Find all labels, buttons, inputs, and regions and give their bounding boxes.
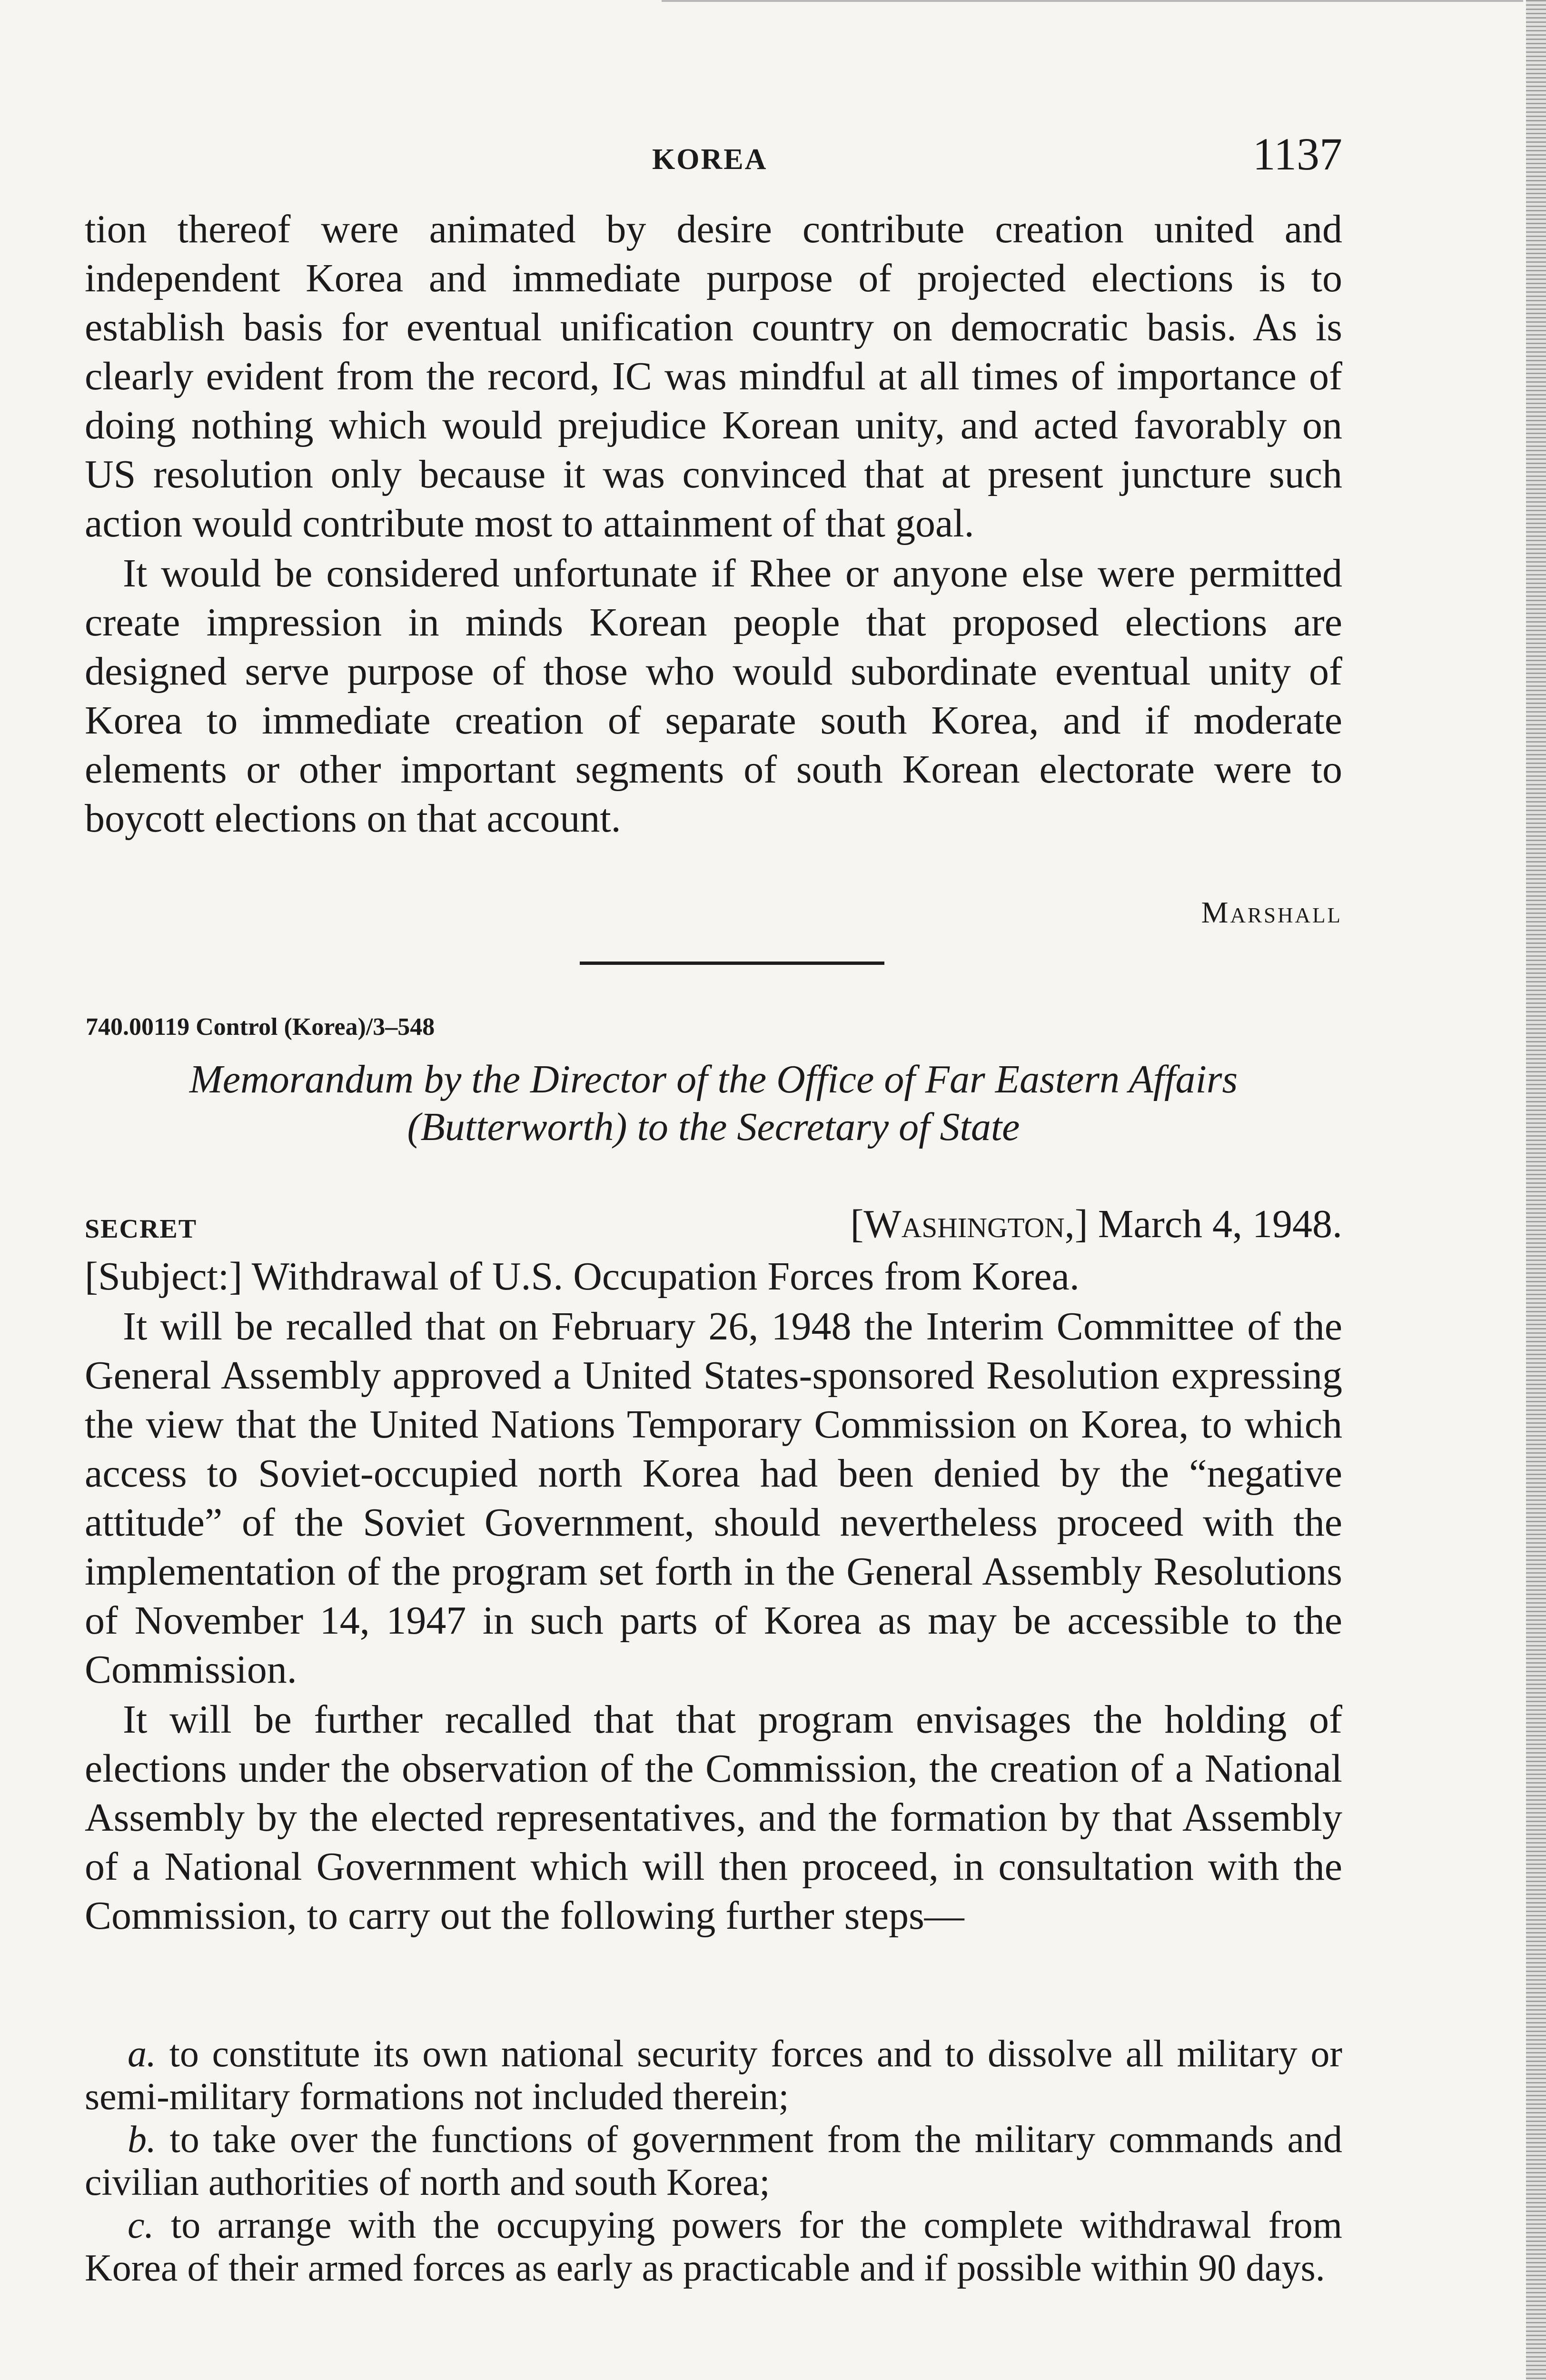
memo-paragraph-2: It will be further recalled that that program envisages the holding of elections under the observation of the Commission, the creation of a National Assembly by the elected representatives, and the formation by that Assembly of a National Government which will then proceed, in consultation with the Commission, to carry out the following further steps— xyxy=(85,1697,1342,1938)
dateline-date: March 4, 1948. xyxy=(1098,1202,1342,1246)
scan-top-edge xyxy=(662,0,1523,2)
dateline xyxy=(85,1200,1342,1247)
signature: Marshall xyxy=(1201,895,1342,929)
running-head: KOREA xyxy=(652,143,768,176)
step-item xyxy=(85,2204,1342,2290)
page-header xyxy=(0,128,1342,180)
telegram-body xyxy=(85,205,1342,843)
step-item xyxy=(85,2118,1342,2204)
telegram-paragraph-1: tion thereof were animated by desire contribute creation united and independent Korea and immediate purpose of projected elections is to establish basis for eventual unification country on democratic basis. As is clearly evident from the record, IC was mindful at all times of importance of doing nothing which would prejudice Korean unity, and acted favorably on US resolution only because it was convinced that at present juncture such action would contribute most to attainment of that goal. xyxy=(85,207,1342,545)
document-title xyxy=(85,1056,1342,1151)
step-text: to constitute its own national security forces and to dissolve all military or semi-military formations not included therein; xyxy=(85,2033,1343,2118)
title-line-2: (Butterworth) to the Secretary of State xyxy=(407,1105,1020,1149)
subject-line: [Subject:] Withdrawal of U.S. Occupation Forces from Korea. xyxy=(85,1254,1080,1299)
step-letter: a. xyxy=(128,2033,156,2075)
date-place xyxy=(850,1201,1342,1247)
title-line-1: Memorandum by the Director of the Office of Far Eastern Affairs xyxy=(189,1057,1238,1101)
scan-binding-edge xyxy=(1526,0,1546,2380)
section-divider xyxy=(580,962,884,965)
file-number: 740.00119 Control (Korea)/3–548 xyxy=(86,1013,435,1041)
classification-label: SECRET xyxy=(85,1214,198,1244)
memo-paragraph-1: It will be recalled that on February 26, 1948 the Interim Committee of the General Assembly approved a United States-sponsored Resolution expressing the view that the United Nations Temporary Commission on Korea, to which access to Soviet-occupied north Korea had been denied by the “negative attitude” of the Soviet Government, should nevertheless proceed with the implementation of the program set forth in the General Assembly Resolutions of November 14, 1947 in such parts of Korea as may be accessible to the Commission. xyxy=(85,1304,1342,1692)
step-text: to arrange with the occupying powers for the complete withdrawal from Korea of their armed forces as early as practicable and if possible within 90 days. xyxy=(85,2204,1343,2289)
step-item xyxy=(85,2033,1342,2118)
dateline-place: [Washington,] xyxy=(850,1202,1088,1246)
memo-body xyxy=(85,1252,1342,1940)
page-number: 1137 xyxy=(1252,129,1342,179)
telegram-paragraph-2: It would be considered unfortunate if Rhee or anyone else were permitted create impression in minds Korean people that proposed elections are designed serve purpose of those who would subordinate eventual unity of Korea to immediate creation of separate south Korea, and if moderate elements or other important segments of south Korean electorate were to boycott elections on that account. xyxy=(85,551,1342,841)
steps-list xyxy=(85,2033,1342,2290)
step-letter: c. xyxy=(128,2204,154,2246)
step-text: to take over the functions of government from the military commands and civilian authorities of north and south Korea; xyxy=(85,2119,1343,2203)
step-letter: b. xyxy=(128,2119,156,2161)
